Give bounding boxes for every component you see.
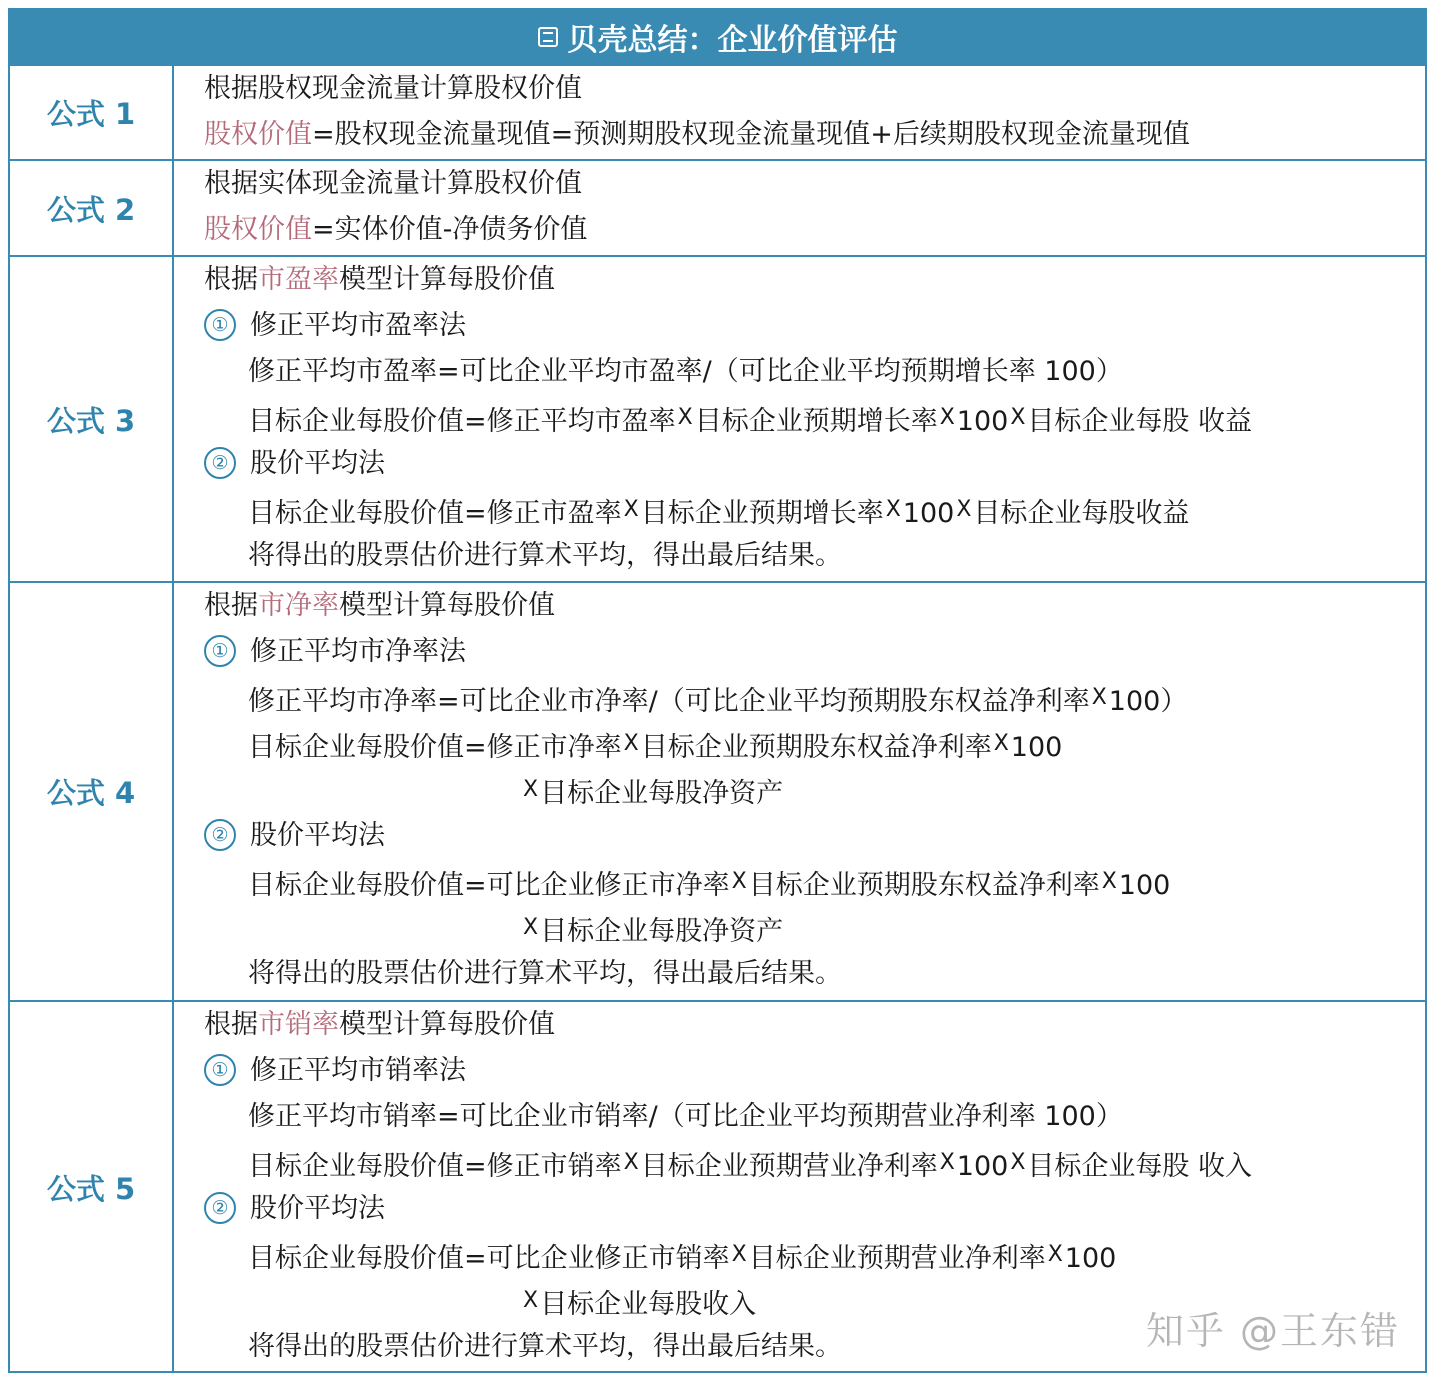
formula-part: 100 (902, 498, 955, 529)
formula-part: 目标企业每股 收入 (1027, 1151, 1252, 1182)
method-heading (204, 813, 1425, 859)
formula-part: 目标企业预期增长率 (694, 406, 938, 437)
formula-part: 目标企业预期营业净利率 (748, 1243, 1046, 1274)
times-icon: X (939, 405, 955, 430)
formula-part: 目标企业每股价值=修正市销率 (248, 1151, 622, 1182)
table-header (10, 10, 1425, 64)
formula-part: 目标企业每股收益 (973, 498, 1190, 529)
times-icon: X (1010, 405, 1026, 430)
formula-part: 目标企业预期增长率 (640, 498, 884, 529)
formula-line: 修正平均市盈率=可比企业平均市盈率/（可比企业平均预期增长率 100） (248, 356, 1123, 387)
formula-content (174, 257, 1425, 581)
formula-part: 目标企业每股价值=修正市盈率 (248, 498, 622, 529)
formula-part: 目标企业每股价值=修正平均市盈率 (248, 406, 676, 437)
formula-part: 目标企业每股净资产 (540, 916, 784, 947)
formula-label: 公式 3 (10, 257, 174, 581)
times-icon: X (956, 497, 972, 522)
formula-line (204, 1232, 1425, 1278)
method-name: 股价平均法 (250, 448, 385, 479)
formula-part: 目标企业每股 收益 (1027, 406, 1252, 437)
method-name: 修正平均市净率法 (250, 636, 466, 667)
zhihu-watermark: 知乎 @王东错 (1145, 1309, 1400, 1353)
formula-part: 100 (1010, 732, 1063, 763)
highlight-term: 股权价值 (204, 119, 312, 150)
table-title: 贝壳总结：企业价值评估 (567, 23, 898, 58)
formula-part: 目标企业每股收入 (540, 1289, 757, 1320)
conclusion-line: 将得出的股票估价进行算术平均，得出最后结果。 (248, 540, 842, 571)
formula-line (204, 112, 1425, 158)
formula-content (174, 161, 1425, 255)
title-suffix: 模型计算每股价值 (339, 590, 555, 621)
formula-content (174, 66, 1425, 159)
circled-one-icon: ① (204, 635, 236, 667)
formula-line: 修正平均市销率=可比企业市销率/（可比企业平均预期营业净利率 100） (248, 1101, 1123, 1132)
formula-label: 公式 4 (10, 583, 174, 1000)
formula-line (204, 207, 1425, 253)
formula-part: 目标企业每股净资产 (540, 778, 784, 809)
formula-line (204, 721, 1425, 767)
circled-two-icon: ② (204, 447, 236, 479)
formula-line (204, 395, 1425, 441)
formula-label: 公式 5 (10, 1002, 174, 1373)
formula-part: 100 (1064, 1243, 1117, 1274)
times-icon: X (993, 731, 1009, 756)
times-icon: X (1101, 869, 1117, 894)
title-suffix: 模型计算每股价值 (339, 264, 555, 295)
formula-row-1 (10, 64, 1425, 159)
formula-row-3 (10, 255, 1425, 581)
formula-part: 100 (1118, 870, 1171, 901)
formula-part: 目标企业每股价值=可比企业修正市销率 (248, 1243, 730, 1274)
circled-one-icon: ① (204, 309, 236, 341)
formula-text: =实体价值-净债务价值 (312, 214, 588, 245)
method-heading (204, 441, 1425, 487)
method-heading (204, 1186, 1425, 1232)
title-prefix: 根据 (204, 264, 258, 295)
times-icon: X (1010, 1150, 1026, 1175)
method-heading (204, 303, 1425, 349)
formula-label: 公式 2 (10, 161, 174, 255)
formula-line (204, 487, 1425, 533)
summary-table (8, 8, 1427, 1373)
formula-line (204, 859, 1425, 905)
formula-part: 100） (1108, 686, 1188, 717)
times-icon: X (677, 405, 693, 430)
method-name: 修正平均市盈率法 (250, 310, 466, 341)
formula-title (204, 583, 1425, 629)
formula-part: 目标企业预期营业净利率 (640, 1151, 938, 1182)
circled-two-icon: ② (204, 819, 236, 851)
formula-title (204, 1002, 1425, 1048)
highlight-term: 股权价值 (204, 214, 312, 245)
method-name: 股价平均法 (250, 820, 385, 851)
formula-part: 100 (956, 1151, 1009, 1182)
times-icon: X (939, 1150, 955, 1175)
highlight-term: 市净率 (258, 590, 339, 621)
formula-title (204, 257, 1425, 303)
formula-line (204, 1140, 1425, 1186)
highlight-term: 市盈率 (258, 264, 339, 295)
beike-logo-icon (538, 27, 558, 47)
formula-part: 目标企业每股价值=修正市净率 (248, 732, 622, 763)
formula-content (174, 583, 1425, 1000)
formula-text: =股权现金流量现值=预测期股权现金流量现值+后续期股权现金流量现值 (312, 119, 1190, 150)
formula-line (204, 767, 1425, 813)
formula-row-2 (10, 159, 1425, 255)
times-icon: X (731, 869, 747, 894)
times-icon: X (623, 1150, 639, 1175)
method-heading (204, 629, 1425, 675)
formula-label: 公式 1 (10, 66, 174, 159)
formula-part: 目标企业每股价值=可比企业修正市净率 (248, 870, 730, 901)
times-icon: X (731, 1242, 747, 1267)
conclusion-line: 将得出的股票估价进行算术平均，得出最后结果。 (248, 1331, 842, 1362)
times-icon: X (523, 1288, 539, 1313)
times-icon: X (1091, 685, 1107, 710)
formula-line (204, 905, 1425, 951)
formula-part: 修正平均市净率=可比企业市净率/（可比企业平均预期股东权益净利率 (248, 686, 1090, 717)
formula-part: 100 (956, 406, 1009, 437)
times-icon: X (523, 777, 539, 802)
formula-row-4 (10, 581, 1425, 1000)
formula-part: 目标企业预期股东权益净利率 (748, 870, 1100, 901)
conclusion-line: 将得出的股票估价进行算术平均，得出最后结果。 (248, 958, 842, 989)
formula-line (204, 675, 1425, 721)
circled-one-icon: ① (204, 1054, 236, 1086)
title-prefix: 根据 (204, 590, 258, 621)
title-prefix: 根据 (204, 1009, 258, 1040)
formula-title: 根据实体现金流量计算股权价值 (204, 168, 582, 199)
title-suffix: 模型计算每股价值 (339, 1009, 555, 1040)
times-icon: X (623, 497, 639, 522)
times-icon: X (623, 731, 639, 756)
formula-part: 目标企业预期股东权益净利率 (640, 732, 992, 763)
method-heading (204, 1048, 1425, 1094)
times-icon: X (885, 497, 901, 522)
method-name: 股价平均法 (250, 1193, 385, 1224)
times-icon: X (1047, 1242, 1063, 1267)
method-name: 修正平均市销率法 (250, 1055, 466, 1086)
circled-two-icon: ② (204, 1192, 236, 1224)
formula-title: 根据股权现金流量计算股权价值 (204, 73, 582, 104)
times-icon: X (523, 915, 539, 940)
highlight-term: 市销率 (258, 1009, 339, 1040)
